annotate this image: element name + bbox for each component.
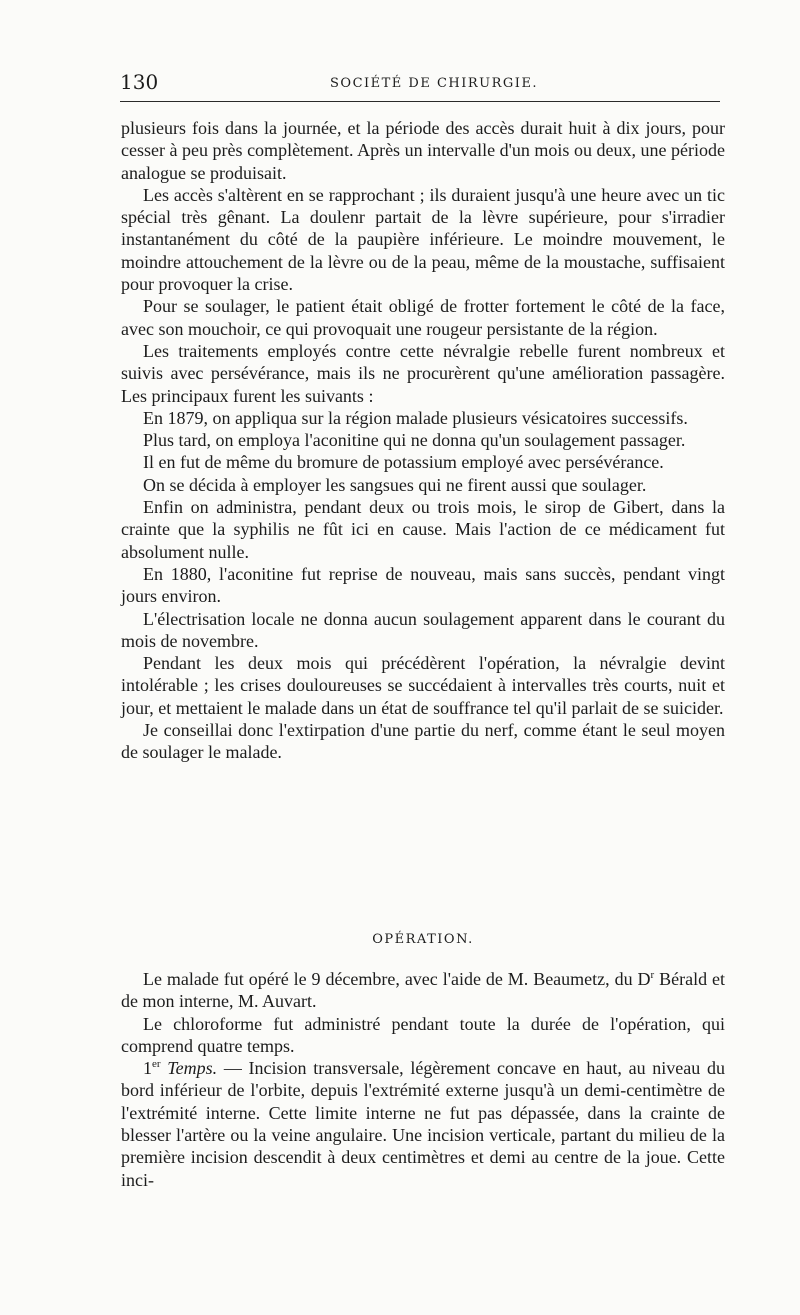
section-title: OPÉRATION.	[372, 932, 474, 947]
page-header	[120, 70, 720, 96]
paragraph: On se décida à employer les sangsues qui ne firent aussi que soulager.	[143, 474, 647, 495]
paragraph: Plus tard, on employa l'aconitine qui ne donna qu'un soulagement passager.	[143, 430, 686, 451]
page-number: 130	[120, 70, 159, 94]
paragraph: Pendant les deux mois qui précédèrent l'opération, la névralgie devint intolérable ; les crises douloureuses se succédaient à intervalles très courts, nuit et jour, et mettaient le malade dans un état de souffrance tel qu'il parlait de se suicider.	[121, 653, 725, 718]
paragraph: Les accès s'altèrent en se rapprochant ; ils duraient jusqu'à une heure avec un tic spécial très gênant. La doulenr partait de la lèvre supérieure, pour s'irradier instantanément du côté de la paupière inférieure. Le moindre mouvement, le moindre attouchement de la lèvre ou de la peau, même de la moustache, suffisaient pour provoquer la crise.	[121, 184, 725, 295]
paragraph: Pour se soulager, le patient était obligé de frotter fortement le côté de la face, avec son mouchoir, ce qui provoquait une rougeur persistante de la région.	[121, 296, 725, 339]
text-span: Le malade fut opéré le 9 décembre, avec l'aide de M. Beaumetz, du D	[143, 969, 651, 989]
paragraph: Enfin on administra, pendant deux ou trois mois, le sirop de Gibert, dans la crainte que la syphilis ne fût ici en cause. Mais l'action de ce médicament fut absolument nulle.	[121, 497, 725, 562]
paragraph: Le chloroforme fut administré pendant toute la durée de l'opération, qui comprend quatre temps.	[121, 1013, 725, 1056]
paragraph: En 1880, l'aconitine fut reprise de nouveau, mais sans succès, pendant vingt jours environ.	[121, 563, 725, 607]
paragraph: plusieurs fois dans la journée, et la période des accès durait huit à dix jours, pour cesser à peu près complètement. Après un intervalle d'un mois ou deux, une période analogue se produisait.	[121, 118, 725, 183]
paragraph: Il en fut de même du bromure de potassium employé avec persévérance.	[143, 452, 664, 473]
temps-heading: Temps.	[160, 1058, 218, 1079]
body-text-before	[121, 117, 725, 764]
body-text-after	[121, 968, 725, 1191]
paragraph: Les traitements employés contre cette névralgie rebelle furent nombreux et suivis avec persévérance, mais ils ne procurèrent qu'une amélioration passagère. Les principaux furent les suivants :	[121, 340, 725, 406]
text-span: — Incision transversale, légèrement concave en haut, au niveau du bord inférieur de l'orbite, depuis l'extrémité externe jusqu'à un demi-centimètre de l'extrémité interne. Cette limite interne ne fut pas dépassée, dans la crainte de blesser l'artère ou la veine angulaire. Une incision verticale, partant du milieu de la première incision descendit à deux centimètres et demi au centre de la joue. Cette inci-	[121, 1058, 725, 1190]
text-span: 1	[143, 1058, 152, 1079]
header-rule	[120, 101, 720, 102]
running-head: SOCIÉTÉ DE CHIRURGIE.	[330, 76, 539, 91]
paragraph	[121, 968, 725, 1013]
paragraph: En 1879, on appliqua sur la région malade plusieurs vésicatoires successifs.	[143, 407, 688, 428]
paragraph	[121, 1057, 725, 1191]
paragraph: Je conseillai donc l'extirpation d'une partie du nerf, comme étant le seul moyen de soulager le malade.	[121, 720, 725, 763]
text-span: Bérald et de mon interne, M. Auvart.	[121, 969, 725, 1012]
paragraph: L'électrisation locale ne donna aucun soulagement apparent dans le courant du mois de novembre.	[121, 608, 725, 651]
superscript: r	[650, 969, 655, 981]
superscript: er	[152, 1058, 161, 1071]
